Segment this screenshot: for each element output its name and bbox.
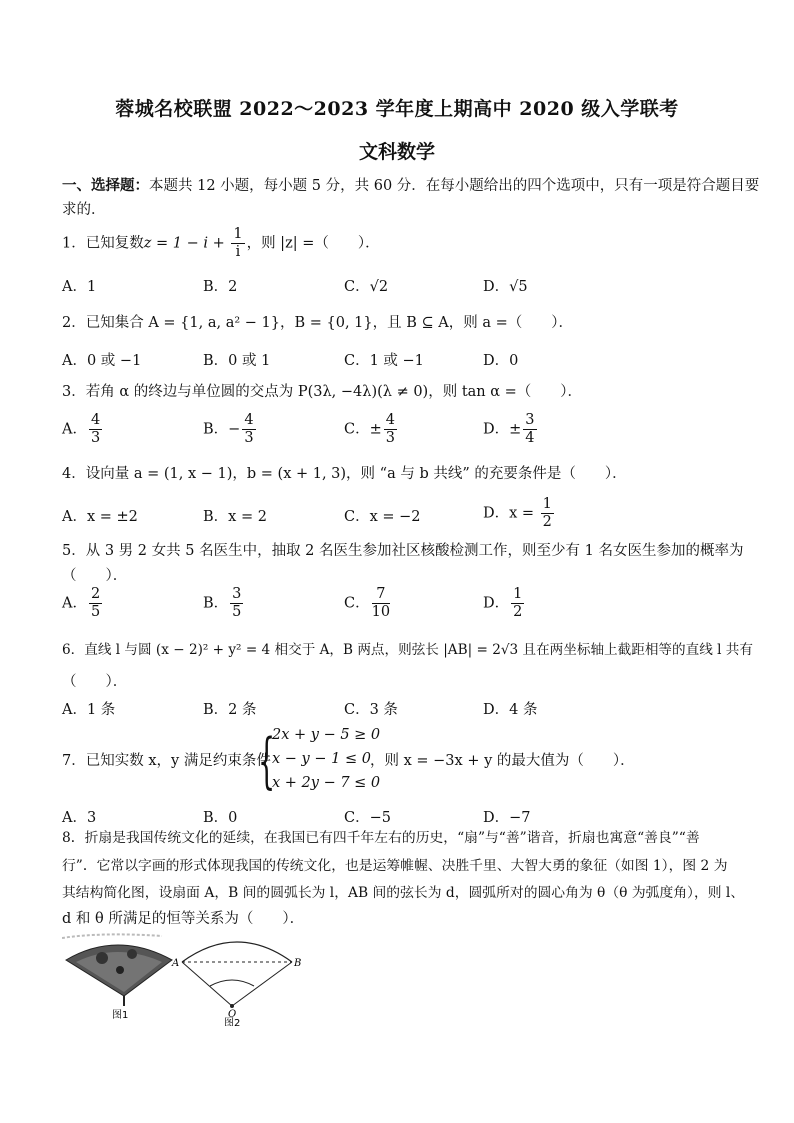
option-d[interactable]: D．4 条 [483,702,538,718]
option-label: C． [344,421,370,438]
option-d[interactable] [483,586,526,621]
option-c[interactable]: C．−5 [344,810,391,826]
exam-title: 蓉城名校联盟 2022～2023 学年度上期高中 2020 级入学联考 [115,98,679,120]
question-number: 4． [62,466,86,482]
fraction-denominator: 3 [385,430,395,446]
option-label: A． [62,421,87,438]
question-7-stem-pre [62,751,271,771]
section-intro-text: 本题共 12 小题，每小题 5 分，共 60 分．在每小题给出的四个选项中，只有一项是符合题目要 [149,178,760,194]
question-8-stem-line4: d 和 θ 所满足的恒等关系为（ ）． [62,911,305,927]
folding-fan-figure [62,930,302,1026]
fraction [372,586,390,621]
fraction [523,412,536,447]
option-a[interactable]: A．1 条 [62,702,116,718]
option-sign: ± [369,421,382,438]
option-b[interactable]: B．2 条 [203,702,257,718]
question-3-options [62,412,682,454]
question-number: 7． [62,753,86,769]
option-b[interactable]: B．0 [203,810,238,826]
option-label: D． [483,421,510,438]
fan-photo-icon [62,934,172,1006]
option-label: B． [203,421,229,438]
fraction-numerator: 2 [90,586,101,602]
option-c[interactable] [344,412,399,447]
fraction-denominator: i [235,244,241,260]
constraint-system [258,725,381,797]
fraction [89,412,102,447]
question-1-options [62,275,682,299]
fraction-denominator: 5 [232,604,242,620]
fraction-numerator: 4 [90,412,101,428]
option-label: B． [203,595,229,612]
figure-1-label: 图1 [112,1010,129,1021]
question-7-options [62,806,682,830]
stem-text: ，则 |z| =（ ）． [246,235,380,252]
fraction-denominator: 4 [525,430,535,446]
fan-diagram [182,942,292,1008]
stem-text: 设向量 a = (1, x − 1)，b = (x + 1, 3)，则 “a 与 b 共线” 的充要条件是（ ）． [85,466,627,482]
option-b[interactable]: B．2 [203,279,238,295]
question-5-stem-line1 [62,541,743,561]
constraint-1: 2x + y − 5 ≥ 0 [272,727,381,743]
section-intro-line1 [62,176,759,196]
option-c[interactable] [344,586,392,621]
question-8-stem-line1 [62,828,700,848]
question-8-stem-line2: 行”．它常以字画的形式体现我国的传统文化，也是运筹帷幄、决胜千里、大智大勇的象征（如图 1），图 2 为 [62,858,728,874]
question-4-options [62,496,682,538]
left-brace: { [258,726,276,796]
question-5-stem-line2: （ ）． [62,568,128,584]
fraction [242,412,255,447]
question-1-stem [62,226,380,261]
point-a-label: A [172,958,180,969]
stem-text: 折扇是我国传统文化的延续，在我国已有四千年左右的历史，“扇”与“善”谐音，折扇也寓意“善良”“善 [84,830,700,846]
option-sign: − [228,421,241,438]
fraction-numerator: 3 [525,412,535,428]
option-label: C． [344,595,370,612]
point-b-label: B [294,958,302,969]
option-a[interactable]: A．0 或 −1 [62,353,142,369]
question-number: 2． [62,315,86,331]
question-2-options [62,349,682,373]
fraction-numerator: 1 [233,226,243,242]
figure-2-label: 图2 [224,1018,241,1026]
exam-subtitle: 文科数学 [358,141,435,163]
option-d[interactable]: D．−7 [483,810,531,826]
point-o-label: O [228,1009,237,1020]
fraction [384,412,397,447]
fraction-denominator: 10 [371,604,391,620]
fan-figure-svg [62,930,302,1026]
option-a[interactable] [62,586,104,621]
option-b[interactable]: B．0 或 1 [203,353,271,369]
option-a[interactable]: A．1 [62,279,97,295]
question-8-stem-line3: 其结构简化图，设扇面 A，B 间的圆弧长为 l，AB 间的弦长为 d，圆弧所对的圆心角为 θ（θ 为弧度角），则 l、 [62,885,745,901]
fraction [89,586,102,621]
stem-text: 已知集合 A = {1, a, a² − 1}，B = {0, 1}，且 B ⊆ A，则 a =（ ）． [85,315,573,331]
fraction-denominator: 3 [244,430,254,446]
fraction [231,226,244,261]
option-d[interactable]: D．0 [483,353,519,369]
fraction-numerator: 4 [244,412,254,428]
option-d[interactable] [483,412,539,447]
option-c[interactable]: C．√2 [344,279,389,295]
question-7-stem-post: ，则 x = −3x + y 的最大值为（ ）． [370,753,635,769]
section-intro-line2: 求的． [62,202,106,218]
fraction-numerator: 3 [232,586,242,602]
option-a[interactable]: A．x = ±2 [62,509,138,525]
option-a[interactable] [62,412,104,447]
question-6-stem-line1 [62,640,753,660]
fraction [541,496,554,531]
stem-text: 已知实数 x，y 满足约束条件 [85,753,271,769]
option-b[interactable]: B．x = 2 [203,509,267,525]
option-c[interactable]: C．x = −2 [344,509,421,525]
fraction [230,586,243,621]
question-6-stem-line2: （ ）． [62,674,128,690]
question-5-options [62,586,682,628]
section-heading: 一、选择题： [62,177,149,194]
math-expression: z = 1 − i + [143,235,230,252]
option-a[interactable]: A．3 [62,810,97,826]
fraction-numerator: 7 [372,586,390,604]
fraction-denominator: 2 [513,604,523,620]
fraction-denominator: 5 [90,604,101,620]
option-c[interactable]: C．3 条 [344,702,398,718]
fraction [511,586,524,621]
stem-text: 若角 α 的终边与单位圆的交点为 P(3λ, −4λ)(λ ≠ 0)，则 tan α =（ ）． [85,384,583,400]
question-number: 5． [62,543,86,559]
fraction-numerator: 1 [542,496,552,512]
question-number: 1． [62,235,86,252]
stem-text: 从 3 男 2 女共 5 名医生中，抽取 2 名医生参加社区核酸检测工作，则至少有 1 名女医生参加的概率为 [85,543,744,559]
fraction-denominator: 2 [542,514,552,530]
option-b[interactable] [203,586,245,621]
fraction-denominator: 3 [90,430,101,446]
fraction-numerator: 4 [385,412,395,428]
question-6-options [62,698,682,722]
option-label: A． [62,595,87,612]
stem-text: 已知复数 [85,235,144,252]
question-number: 8． [62,830,85,846]
fraction-numerator: 1 [513,586,523,602]
constraint-3: x + 2y − 7 ≤ 0 [272,775,381,791]
question-2-stem [62,313,573,333]
option-d[interactable]: D．√5 [483,279,528,295]
question-3-stem [62,382,582,402]
stem-text: 直线 l 与圆 (x − 2)² + y² = 4 相交于 A，B 两点，则弦长 |AB| = 2√3 且在两坐标轴上截距相等的直线 l 共有 [84,642,753,658]
constraint-2: x − y − 1 ≤ 0 [272,751,371,767]
option-label: D． [483,595,510,612]
question-number: 6． [62,642,85,658]
option-b[interactable] [203,412,258,447]
question-4-stem [62,464,627,484]
option-label: D．x = [483,505,539,522]
option-sign: ± [509,421,522,438]
option-c[interactable]: C．1 或 −1 [344,353,424,369]
question-number: 3． [62,384,86,400]
option-d[interactable] [483,496,556,531]
